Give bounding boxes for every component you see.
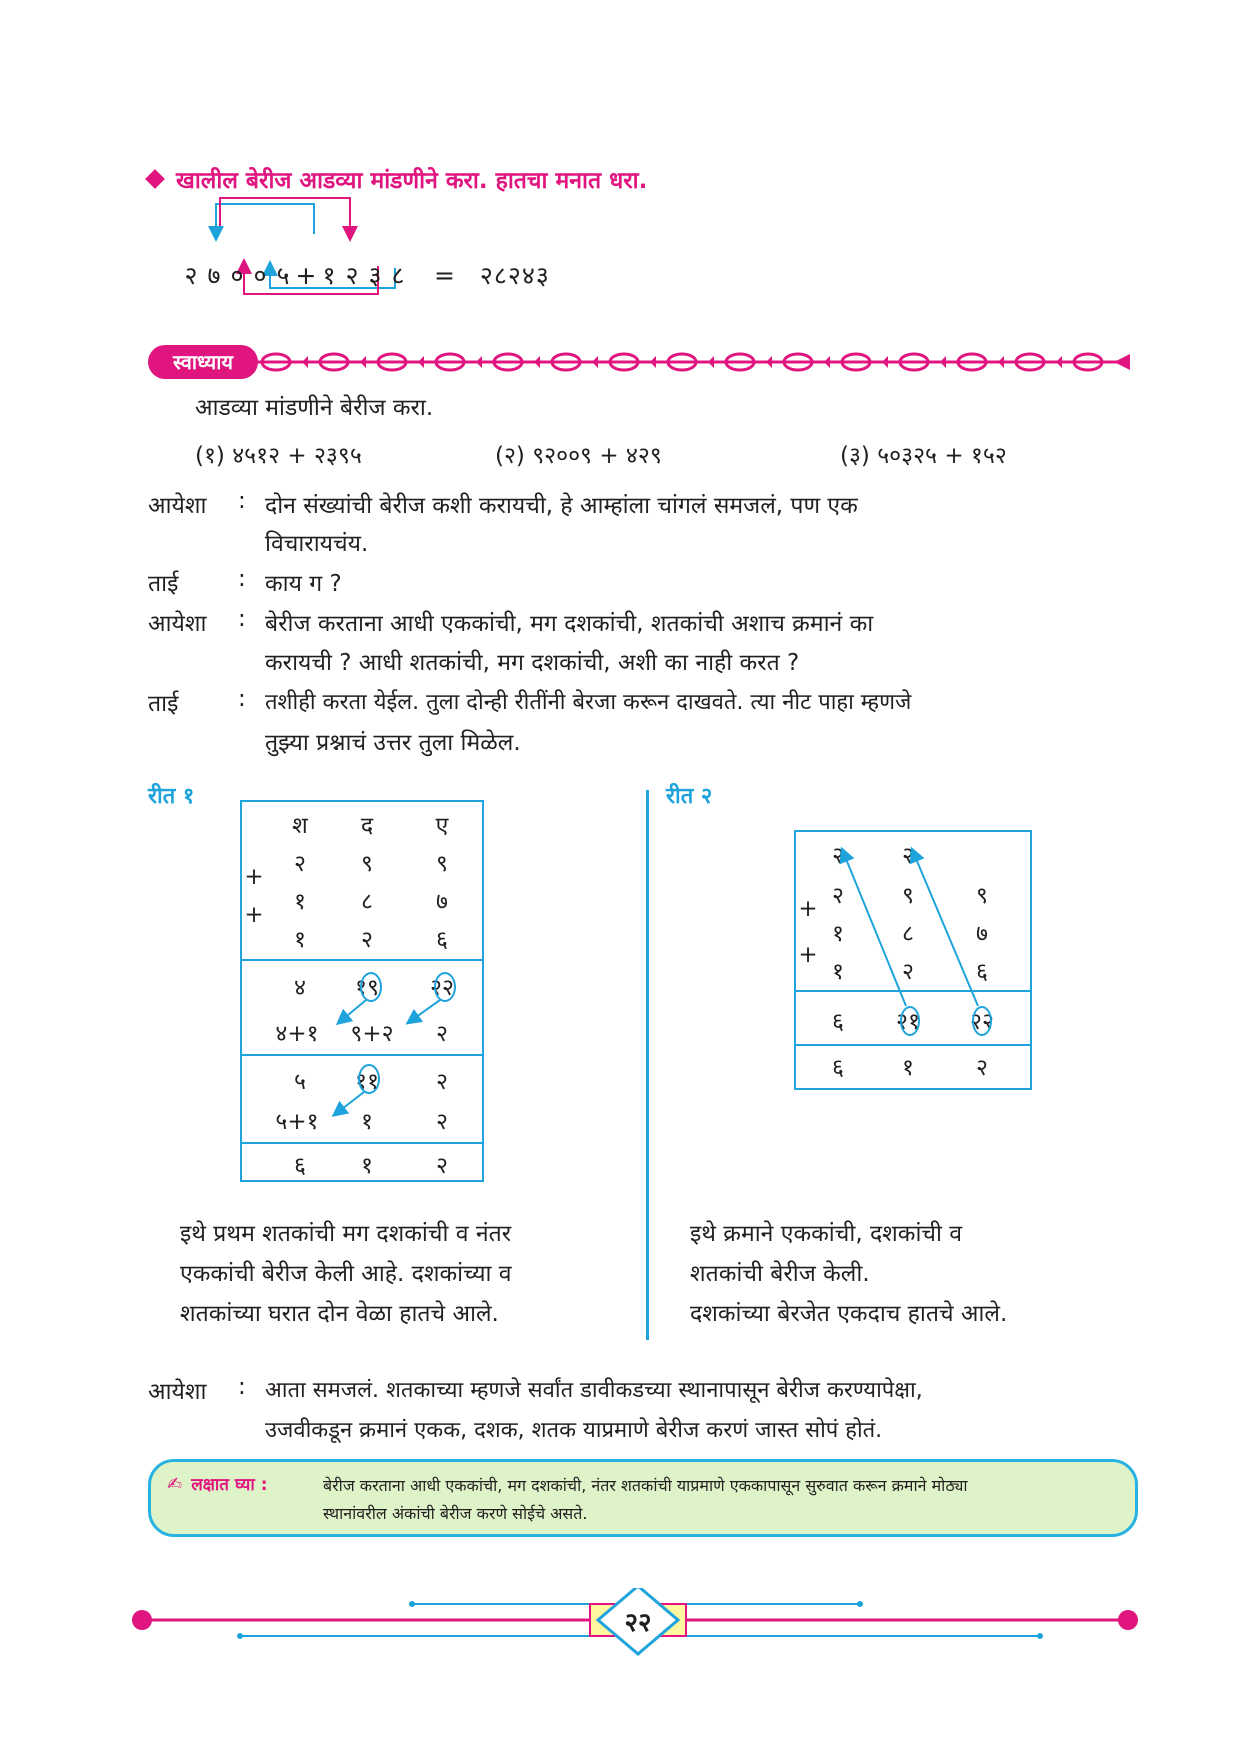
problem-3: (३) ५०३२५ + १५२ <box>840 443 1007 469</box>
partial-sum: २२ <box>430 975 454 1001</box>
partial-sum: ६ <box>832 1009 844 1035</box>
result-digit: १ <box>361 1153 373 1179</box>
partial-sum: २२ <box>970 1009 994 1035</box>
cell: ७ <box>976 921 988 947</box>
colon: : <box>238 686 246 712</box>
speaker: ताई <box>148 571 179 597</box>
dialogue-text: तुझ्या प्रश्नाचं उत्तर तुला मिळेल. <box>265 730 521 756</box>
partial-sum: २ <box>436 1109 448 1135</box>
result-digit: ६ <box>294 1153 306 1179</box>
note-text: बेरीज करताना आधी एककांची, मग दशकांची, नंतर शतकांची याप्रमाणे एककापासून सुरुवात करून क्रमाने मोठ्या <box>323 1476 968 1495</box>
equation-result: २८२४३ <box>479 261 550 290</box>
carry-arrows <box>796 832 1030 1088</box>
cell: २ <box>294 851 306 877</box>
cell: ८ <box>902 921 914 947</box>
partial-sum: ९+२ <box>350 1021 394 1047</box>
method-2-table <box>794 830 1032 1090</box>
carry-arrows <box>242 802 482 1180</box>
cell: ७ <box>436 889 448 915</box>
cell: ९ <box>902 883 914 909</box>
partial-sum: २ <box>436 1021 448 1047</box>
speaker: आयेशा <box>148 611 207 637</box>
header-hundreds: श <box>292 813 308 839</box>
plus-sign: + <box>295 261 318 290</box>
carry-digit: २ <box>902 843 914 869</box>
equation <box>180 258 550 292</box>
partial-sum: ४+१ <box>275 1021 319 1047</box>
problem-1: (१) ४५१२ + २३९५ <box>195 443 362 469</box>
cell: १ <box>294 927 306 953</box>
result-digit: २ <box>976 1055 988 1081</box>
dialogue-text: बेरीज करताना आधी एककांची, मग दशकांची, शतकांची अशाच क्रमानं का <box>265 611 874 637</box>
section-heading <box>148 163 647 195</box>
partial-sum: १९ <box>355 975 379 1001</box>
dialogue-text: काय ग ? <box>265 571 342 597</box>
note-header <box>167 1472 268 1495</box>
method-1-caption: शतकांच्या घरात दोन वेळा हातचे आले. <box>180 1301 499 1327</box>
note-text: स्थानांवरील अंकांची बेरीज करणे सोईचे असते. <box>323 1504 588 1523</box>
digit: २ <box>184 261 199 290</box>
dialogue-text: तशीही करता येईल. तुला दोन्ही रीतींनी बेरजा करून दाखवते. त्या नीट पाहा म्हणजे <box>265 690 912 715</box>
colon: : <box>238 1374 246 1400</box>
partial-sum: २१ <box>896 1009 920 1035</box>
digit: ३ <box>368 261 383 290</box>
cell: ६ <box>436 927 448 953</box>
header-ones: ए <box>435 813 449 839</box>
partial-sum: ४ <box>294 975 306 1001</box>
result-digit: २ <box>436 1153 448 1179</box>
result-digit: १ <box>902 1055 914 1081</box>
exercise-instruction: आडव्या मांडणीने बेरीज करा. <box>195 395 434 421</box>
colon: : <box>238 606 246 632</box>
plus-sign: + <box>798 942 818 968</box>
cell: २ <box>361 927 373 953</box>
method-1-table <box>240 800 484 1182</box>
digit: ० <box>253 261 268 290</box>
method-1-caption: इथे प्रथम शतकांची मग दशकांची व नंतर <box>180 1221 512 1247</box>
note-label: लक्षात घ्या : <box>191 1475 268 1495</box>
plus-sign: + <box>244 864 264 890</box>
result-digit: ६ <box>832 1055 844 1081</box>
method-2-label: रीत २ <box>666 784 713 809</box>
dialogue-text: विचारायचंय. <box>265 531 369 557</box>
digit: १ <box>322 261 337 290</box>
column-divider <box>646 790 649 1340</box>
speaker: ताई <box>148 691 179 717</box>
equals-sign: = <box>433 261 456 290</box>
dialogue-text: दोन संख्यांची बेरीज कशी करायची, हे आम्हांला चांगलं समजलं, पण एक <box>265 493 858 519</box>
partial-sum: ५ <box>294 1069 306 1095</box>
method-1-label: रीत १ <box>148 784 195 809</box>
decorative-chain <box>256 350 1136 374</box>
digit: २ <box>345 261 360 290</box>
digit: ७ <box>207 261 222 290</box>
digit: ८ <box>391 261 406 290</box>
partial-sum: ५+१ <box>275 1109 319 1135</box>
exercise-badge: स्वाध्याय <box>148 345 258 379</box>
digit: ० <box>230 261 245 290</box>
method-1-caption: एककांची बेरीज केली आहे. दशकांच्या व <box>180 1261 512 1287</box>
speaker: आयेशा <box>148 493 207 519</box>
cell: ८ <box>361 889 373 915</box>
cell: १ <box>294 889 306 915</box>
partial-sum: ११ <box>355 1069 379 1095</box>
partial-sum: १ <box>361 1109 373 1135</box>
plus-sign: + <box>798 896 818 922</box>
colon: : <box>238 566 246 592</box>
closing-text: आता समजलं. शतकाच्या म्हणजे सर्वांत डावीकडच्या स्थानापासून बेरीज करण्यापेक्षा, <box>265 1378 923 1403</box>
method-2-caption: दशकांच्या बेरजेत एकदाच हातचे आले. <box>690 1301 1008 1327</box>
cell: १ <box>832 921 844 947</box>
method-2-caption: इथे क्रमाने एककांची, दशकांची व <box>690 1221 963 1247</box>
note-box <box>148 1459 1138 1537</box>
cell: १ <box>832 959 844 985</box>
cell: ९ <box>361 851 373 877</box>
cell: २ <box>902 959 914 985</box>
cell: ९ <box>436 851 448 877</box>
carry-digit: २ <box>832 843 844 869</box>
closing-text: उजवीकडून क्रमानं एकक, दशक, शतक याप्रमाणे बेरीज करणं जास्त सोपं होतं. <box>265 1418 883 1443</box>
pencil-icon: ✍ <box>167 1474 183 1495</box>
partial-sum: २ <box>436 1069 448 1095</box>
method-2-caption: शतकांची बेरीज केली. <box>690 1261 870 1287</box>
plus-sign: + <box>244 902 264 928</box>
page-number: २२ <box>624 1608 652 1638</box>
cell: ६ <box>976 959 988 985</box>
problem-2: (२) ९२००९ + ४२९ <box>495 443 662 469</box>
header-tens: द <box>360 813 374 839</box>
digit: ५ <box>276 261 291 290</box>
cell: २ <box>832 883 844 909</box>
dialogue-text: करायची ? आधी शतकांची, मग दशकांची, अशी का नाही करत ? <box>265 650 800 676</box>
speaker: आयेशा <box>148 1379 207 1405</box>
colon: : <box>238 488 246 514</box>
heading-text: खालील बेरीज आडव्या मांडणीने करा. हातचा मनात धरा. <box>176 168 648 194</box>
cell: ९ <box>976 883 988 909</box>
diamond-bullet-icon <box>145 169 165 189</box>
